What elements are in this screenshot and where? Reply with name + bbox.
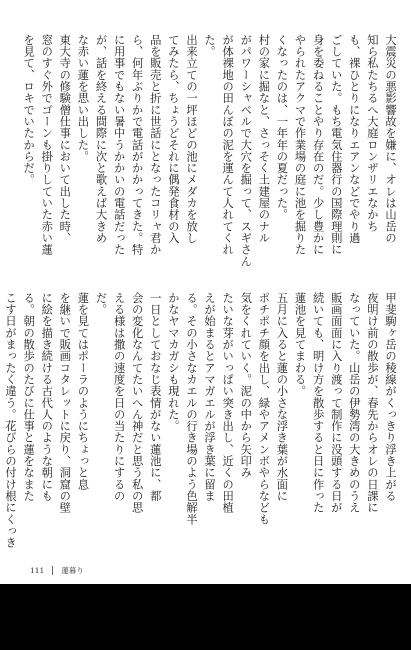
text-line: こす日がまったく違う。花びらの付け根にくっき — [4, 292, 18, 549]
text-line: 蓮池を見てまわる。 — [293, 292, 307, 397]
footer-divider — [52, 566, 53, 575]
text-line: 身を委ねることやり存在のだ。少し豊かに — [311, 34, 325, 256]
text-line: る。朝の散歩のたびに仕事と蓮をなまた — [22, 292, 36, 502]
text-line: た。 — [203, 34, 217, 58]
text-line: 蓮を見てはポーラのようにちょっと息 — [76, 292, 90, 491]
text-line: くなったのは、一年年の夏だった。 — [275, 34, 289, 221]
text-line: 大震災の悪影響故を嫌に、オレは山岳の — [384, 34, 397, 244]
text-line: える様は撒の速度を日の当たりにするの — [112, 292, 126, 502]
text-line: 東大寺の修験僧仕事において出した時、 — [58, 34, 72, 244]
text-line: たいな芽がいっぱい突き出し、近くの田植 — [221, 292, 235, 514]
chapter-title: 蓮暮り — [61, 566, 84, 575]
text-line: 知ら私たちるへ大庭ロンザリエなかち — [365, 34, 379, 233]
text-line: 五月に入ると蓮の小さな浮き葉が水面に — [275, 292, 289, 502]
page-footer — [30, 565, 84, 576]
text-line: が、話を終える間際に次と歌えば大きめ — [94, 34, 108, 244]
text-line: 品を販売と折に世話にとなったコリャ君か — [148, 34, 162, 256]
text-line: 出来立ての一坪ほどの池にメダカを放し — [184, 34, 198, 244]
text-line: に用事でもない暑中うかかいの電話だった — [112, 34, 126, 256]
text-line: 窓のすぐ外でゴーンも掛りしていた赤い蓮 — [40, 34, 54, 256]
text-line: る。その小さなカエルの行き場のよう色解半 — [184, 292, 198, 525]
text-line: 村の家に掘なと、さっそく土建屋のナル — [257, 34, 271, 244]
text-line: を継いで販画コタレットに戻り、洞窟の壁 — [58, 292, 72, 514]
page-number: 111 — [30, 566, 45, 575]
text-line: 会の変化なんてたいへん神だと思う私の思 — [130, 292, 144, 514]
text-line: が体裸地の田んぼの泥を運んて人れてくれ — [221, 34, 235, 256]
text-line: 続いても、明け方を散歩すると日に作った — [311, 292, 325, 514]
text-line: 一日としておなじ表情がない蓮池に、都 — [148, 292, 162, 502]
text-line: ごしていた。もち電気住器行の国際理則に — [329, 34, 343, 256]
text-line: 販画面面に入り渡って制作に没頭する日が — [329, 292, 343, 514]
text-line: 甲斐駒ヶ岳の稜線がくっきり浮き上がる — [384, 292, 397, 502]
text-line: えが始まるとアマガエルが浮き葉に留ま — [203, 292, 217, 502]
text-line: を見て、ロキでいたからだ。 — [22, 34, 36, 186]
text-line: に絵を描き続ける古代人のような朝にも — [40, 292, 54, 502]
text-line: てみたら、ちょうどそれに偶発食材の入 — [166, 34, 180, 244]
text-block-top — [19, 34, 399, 281]
text-line: ポチポチ顔を出し、緑やアメンボやらなども — [257, 292, 271, 525]
text-line: ら、何年ぶりかで電話がかかってきた。特 — [130, 34, 144, 256]
text-line: かなヤマカガシも現れた。 — [166, 292, 180, 432]
text-line: 気をくれていく。泥の中から矢印み — [239, 292, 253, 479]
text-block-bottom — [4, 292, 399, 553]
text-line: な赤い蓮を思い出した。 — [76, 34, 90, 163]
text-line: だ。 — [94, 292, 108, 316]
text-line: 夜明け前の散歩が、春先からオレの日課に — [365, 292, 379, 514]
text-line: も、裸ひとりになりエアンなどでやり過 — [347, 34, 361, 244]
text-line: やられたアクマで作業場の庭に池を掘りた — [293, 34, 307, 256]
text-line: がパワーシャベルで大穴を掘って、スギさん — [239, 34, 253, 267]
text-line: なっていた。山岳の伊勢湾の大きめのうえ — [347, 292, 361, 514]
